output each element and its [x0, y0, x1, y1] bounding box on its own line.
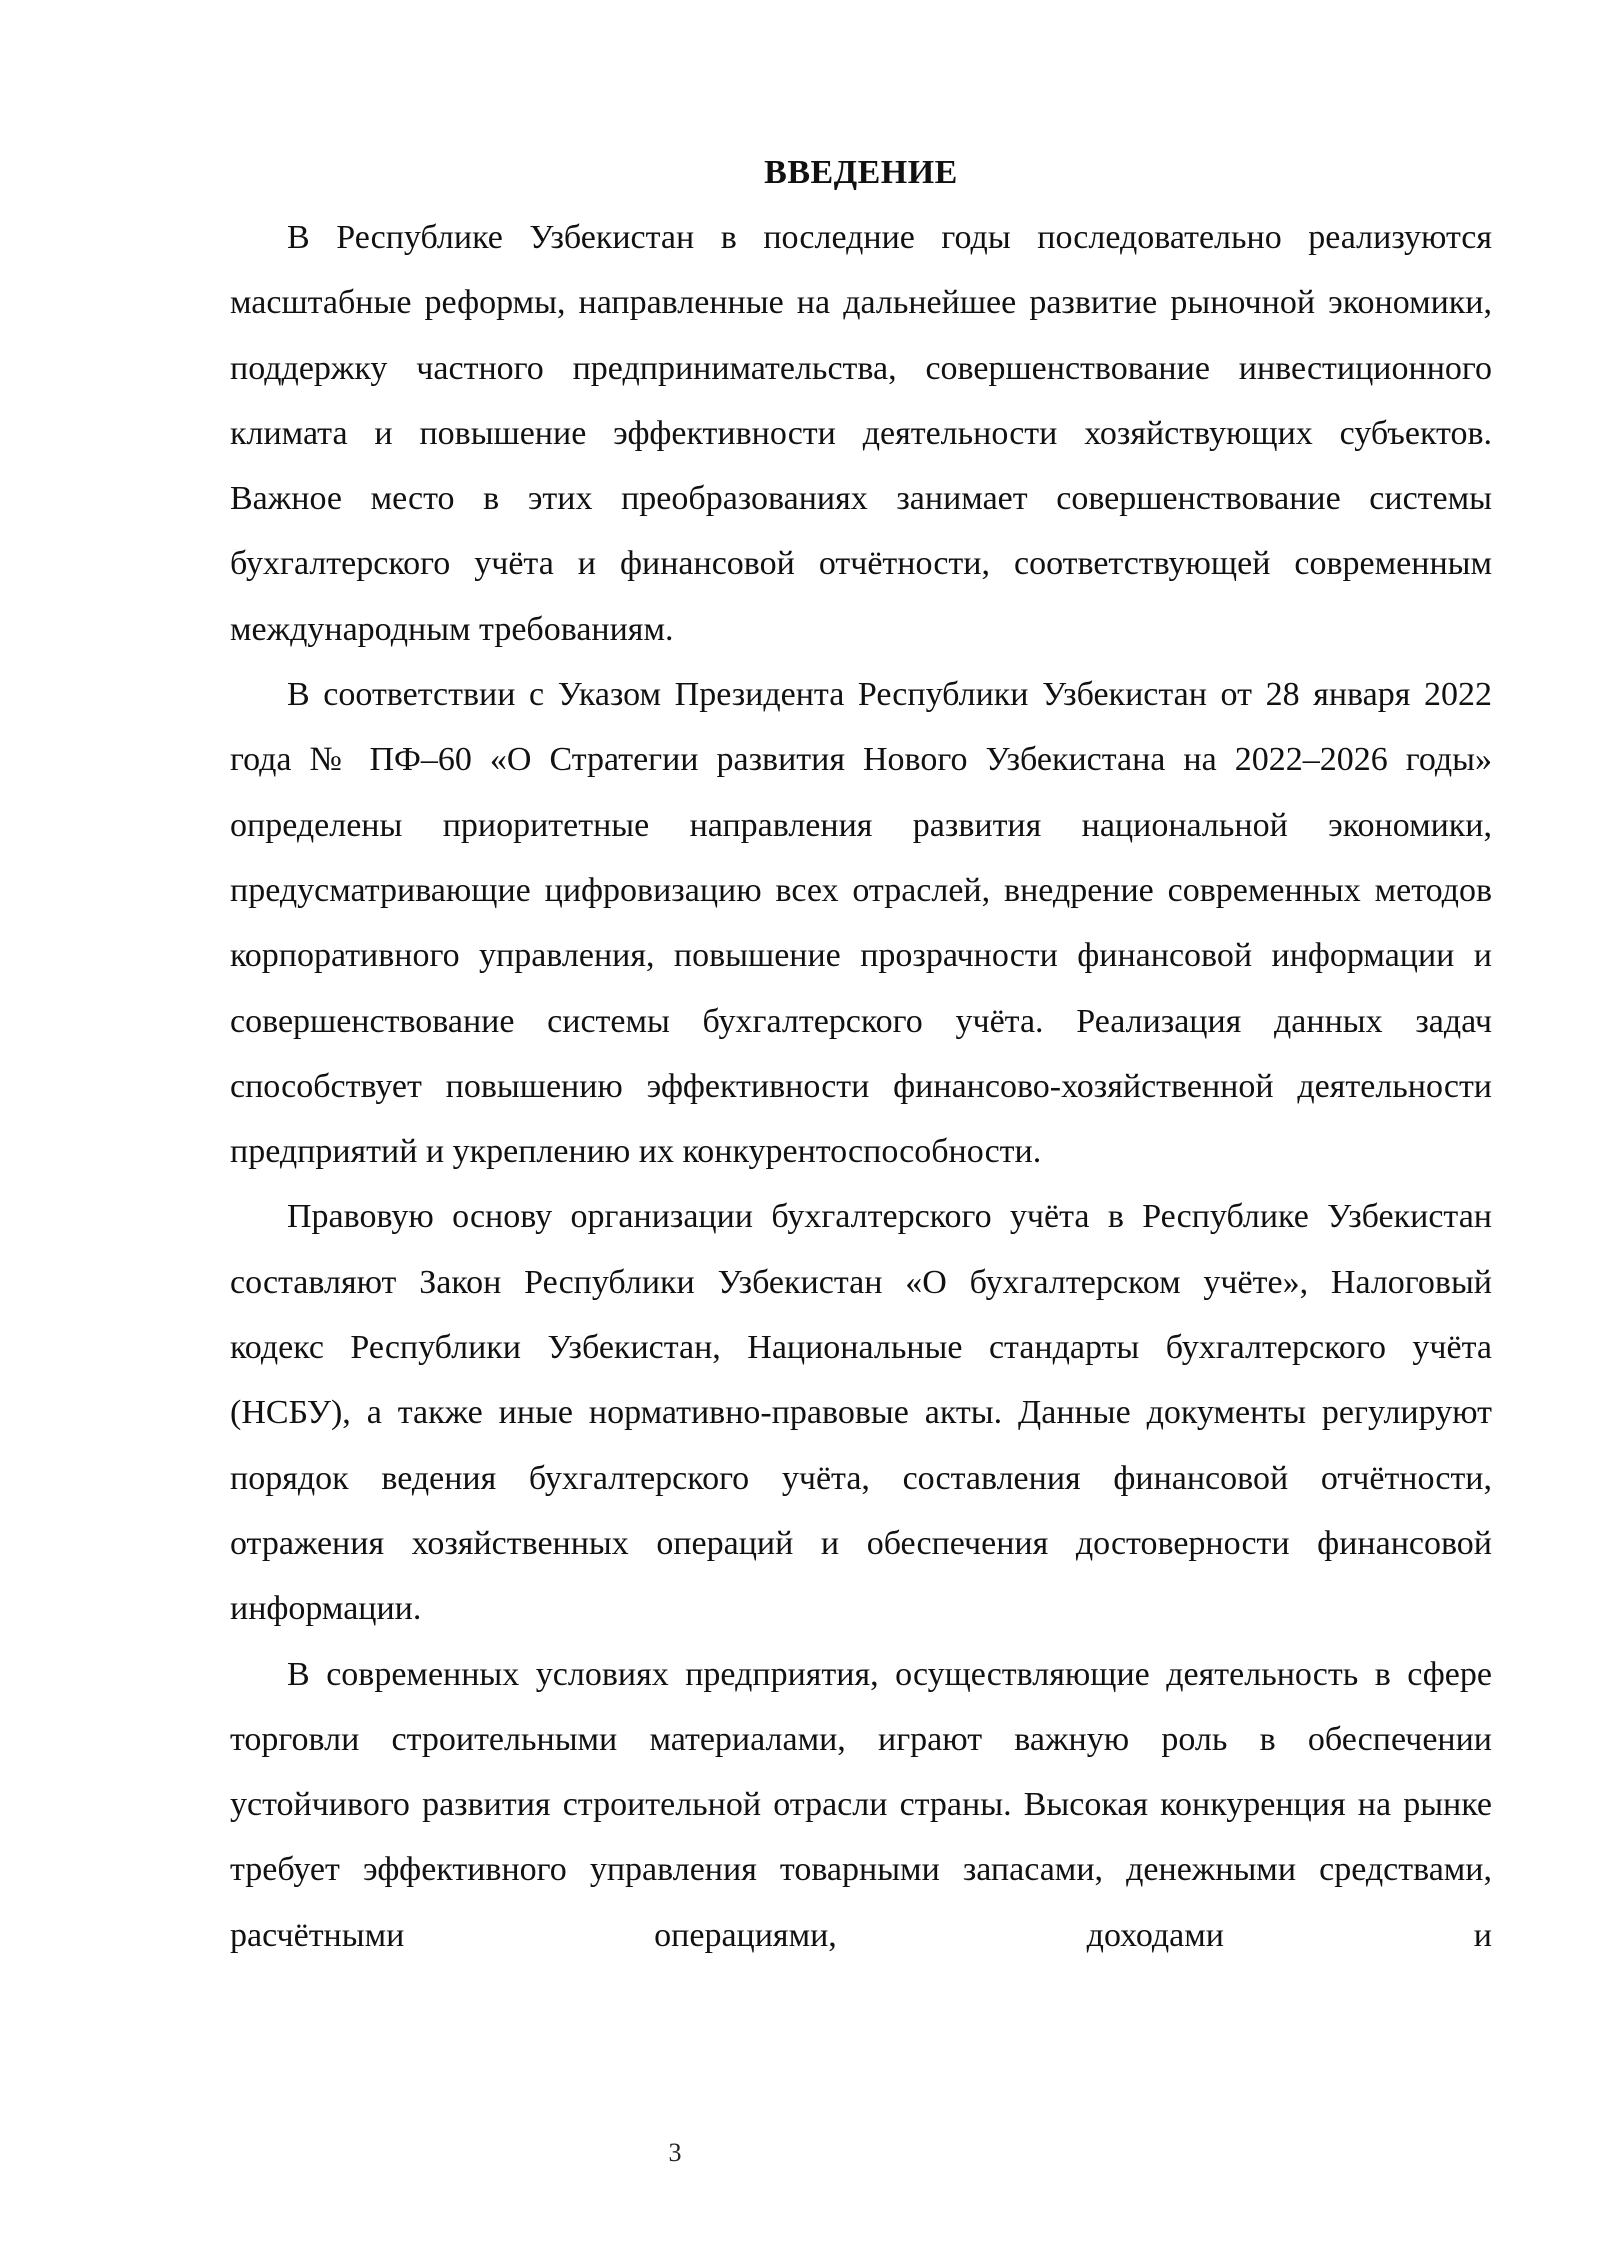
paragraph-1: В Республике Узбекистан в последние годы последовательно реализуются масштабные реформы, направленные на дальнейшее развитие рыночной экономики, поддержку частного предпринимательства, совершенствование инвестиционного климата и повышение эффективности деятельности хозяйствующих субъектов. Важное место в этих преобразованиях занимает совершенствование системы бухгалтерского учёта и финансовой отчётности, соответствующей современным международным требованиям.: [230, 219, 1492, 648]
section-title: ВВЕДЕНИЕ: [764, 154, 958, 191]
paragraph-3: Правовую основу организации бухгалтерского учёта в Республике Узбекистан составляют Закон Республики Узбекистан «О бухгалтерском учёте», Налоговый кодекс Республики Узбекистан, Национальные стандарты бухгалтерского учёта (НСБУ), а также иные нормативно-правовые акты. Данные документы регулируют порядок ведения бухгалтерского учёта, составления финансовой отчётности, отражения хозяйственных операций и обеспечения достоверности финансовой информации.: [230, 1198, 1492, 1628]
paragraph-4: В современных условиях предприятия, осуществляющие деятельность в сфере торговли строительными материалами, играют важную роль в обеспечении устойчивого развития строительной отрасли страны. Высокая конкуренция на рынке требует эффективного управления товарными запасами, денежными средствами, расчётными операциями, доходами и: [230, 1655, 1492, 1954]
page-number: 3: [668, 2138, 682, 2167]
paragraph-2: В соответствии с Указом Президента Республики Узбекистан от 28 января 2022 года № ПФ–60 «О Стратегии развития Нового Узбекистана на 2022–2026 годы» определены приоритетные направления развития национальной экономики, предусматривающие цифровизацию всех отраслей, внедрение современных методов корпоративного управления, повышение прозрачности финансовой информации и совершенствование системы бухгалтерского учёта. Реализация данных задач способствует повышению эффективности финансово-хозяйственной деятельности предприятий и укреплению их конкурентоспособности.: [230, 676, 1492, 1171]
page-content: [230, 140, 1492, 1968]
